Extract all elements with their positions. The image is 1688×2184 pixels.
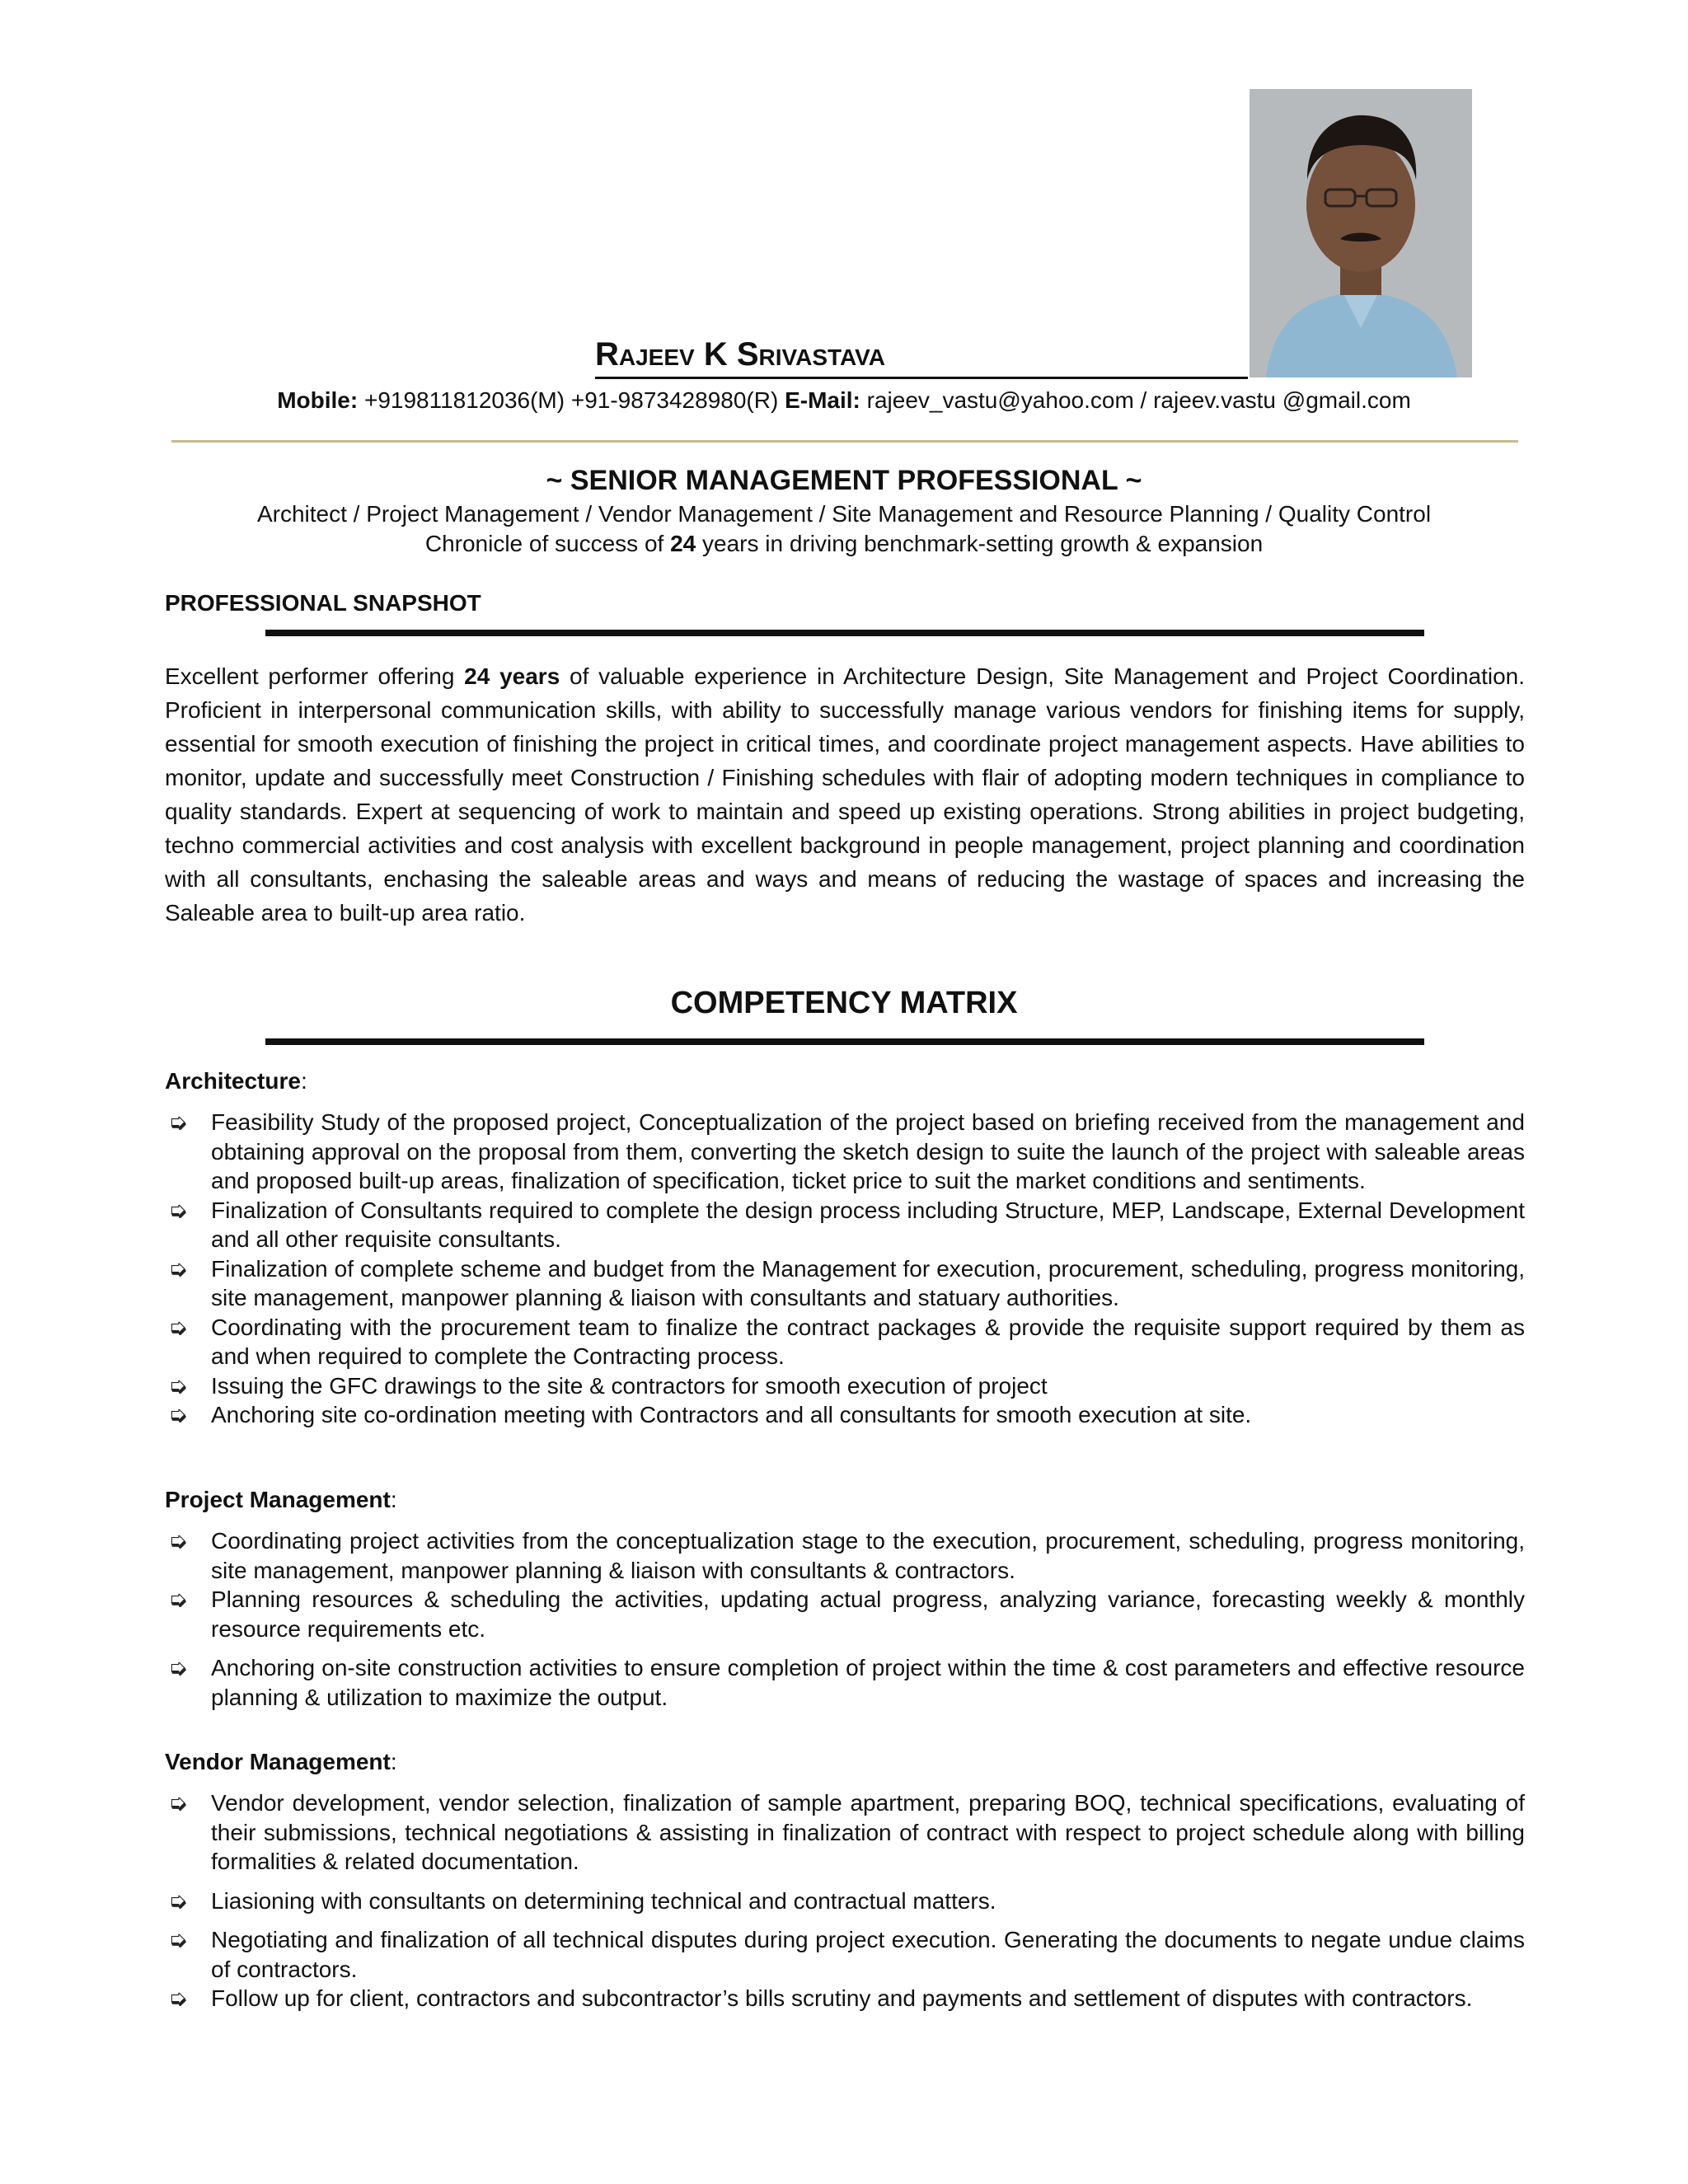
competency-divider (265, 1038, 1424, 1045)
vendor-management-list (165, 1788, 1525, 2013)
header-divider (171, 440, 1518, 443)
email-label: E-Mail: (785, 387, 860, 413)
list-item (165, 1925, 1525, 1984)
list-item (165, 1886, 1525, 1916)
profile-photo (1250, 89, 1472, 377)
category-architecture (165, 1068, 307, 1094)
snapshot-text (165, 659, 1525, 930)
list-item (165, 1313, 1525, 1371)
project-management-list (165, 1526, 1525, 1712)
list-item-text: Finalization of Consultants required to complete the design process including Structure, MEP, Landscape, External Development and all other requisite consultants. (211, 1197, 1525, 1252)
list-item-text: Anchoring site co-ordination meeting with Contractors and all consultants for smooth execution at site. (211, 1402, 1252, 1427)
mobile-value: +919811812036(M) +91-9873428980(R) (363, 387, 779, 413)
list-item (165, 1585, 1525, 1643)
candidate-name: Rajeev K Srivastava (595, 336, 1248, 379)
category-label: Architecture (165, 1068, 301, 1094)
list-item-text: Liasioning with consultants on determining technical and contractual matters. (211, 1887, 996, 1914)
category-label: Project Management (165, 1487, 391, 1512)
arrow-bullet-icon: ➭ (168, 1527, 188, 1554)
mobile-label: Mobile: (277, 387, 359, 413)
list-item-text: Feasibility Study of the proposed project, Conceptualization of the project based on briefing received from the management and obtaining approval on the proposal from them, converting the sketch design to suite the launch of the project with saleable areas and proposed built-up areas, finalization of specification, ticket price to suit the market conditions and sentiments. (211, 1109, 1525, 1193)
architecture-list (165, 1108, 1525, 1430)
list-item-text: Negotiating and finalization of all technical disputes during project execution. Generating the documents to negate undue claims of contractors. (211, 1927, 1525, 1982)
profile-chronicle (0, 531, 1688, 557)
list-item (165, 1371, 1525, 1401)
snapshot-text-post: of valuable experience in Architecture Design, Site Management and Project Coordination. Proficient in interpersonal communication skills, with ability to successfully manage various vendors for finishing items for supply, essential for smooth execution of finishing the project in critical times, and coordinate project management aspects. Have abilities to monitor, update and successfully meet Construction / Finishing schedules with flair of adopting modern techniques in compliance to quality standards. Expert at sequencing of work to maintain and speed up existing operations. Strong abilities in project budgeting, techno commercial activities and cost analysis with excellent background in people management, project planning and coordination with all consultants, enchasing the saleable areas and ways and means of reducing the wastage of spaces and increasing the Saleable area to built-up area ratio. (165, 663, 1526, 926)
arrow-bullet-icon: ➭ (168, 1586, 188, 1613)
snapshot-divider (265, 630, 1424, 636)
list-item (165, 1526, 1525, 1585)
snapshot-title: PROFESSIONAL SNAPSHOT (165, 590, 481, 616)
person-portrait-icon (1250, 89, 1472, 377)
arrow-bullet-icon: ➭ (168, 1926, 188, 1953)
list-item-text: Coordinating with the procurement team to finalize the contract packages & provide the requisite support required by them as and when required to complete the Contracting process. (211, 1314, 1525, 1369)
arrow-bullet-icon: ➭ (168, 1789, 188, 1816)
list-item (165, 1196, 1525, 1254)
snapshot-text-pre: Excellent performer offering (165, 663, 465, 689)
arrow-bullet-icon: ➭ (168, 1654, 188, 1681)
chronicle-post: years in driving benchmark-setting growth & expansion (696, 531, 1264, 556)
arrow-bullet-icon: ➭ (168, 1985, 188, 2012)
list-item-text: Issuing the GFC drawings to the site & contractors for smooth execution of project (211, 1372, 1048, 1399)
category-label: Vendor Management (165, 1749, 391, 1774)
chronicle-pre: Chronicle of success of (424, 531, 671, 556)
arrow-bullet-icon: ➭ (168, 1254, 188, 1282)
chronicle-years: 24 (670, 531, 696, 556)
category-colon: : (300, 1068, 307, 1094)
arrow-bullet-icon: ➭ (168, 1371, 188, 1399)
list-item (165, 1254, 1525, 1313)
list-item-text: Finalization of complete scheme and budget from the Management for execution, procurement, scheduling, progress monitoring, site management, manpower planning & liaison with consultants and statuary authorities. (211, 1255, 1525, 1310)
arrow-bullet-icon: ➭ (168, 1196, 188, 1224)
list-item-text: Planning resources & scheduling the activities, updating actual progress, analyzing variance, forecasting weekly & monthly resource requirements etc. (211, 1586, 1525, 1642)
list-item (165, 1653, 1525, 1712)
list-item (165, 1788, 1525, 1877)
profile-headline: ~ SENIOR MANAGEMENT PROFESSIONAL ~ (546, 465, 1142, 496)
list-item-text: Anchoring on-site construction activities to ensure completion of project within the time & cost parameters and effective resource planning & utilization to maximize the output. (211, 1655, 1525, 1710)
arrow-bullet-icon: ➭ (168, 1886, 188, 1915)
list-item (165, 1984, 1525, 2013)
arrow-bullet-icon: ➭ (168, 1108, 188, 1136)
arrow-bullet-icon: ➭ (168, 1313, 188, 1341)
list-item (165, 1400, 1525, 1430)
list-item-text: Follow up for client, contractors and subcontractor’s bills scrutiny and payments and settlement of disputes with contractors. (211, 1985, 1473, 2011)
profile-roles: Architect / Project Management / Vendor Management / Site Management and Resource Planning / Quality Control (256, 501, 1432, 527)
contact-line (0, 387, 1688, 414)
category-colon: : (390, 1749, 397, 1774)
arrow-bullet-icon: ➭ (168, 1401, 188, 1428)
snapshot-years: 24 years (464, 663, 560, 689)
list-item (165, 1108, 1525, 1196)
category-project-management (165, 1487, 397, 1513)
list-item-text: Coordinating project activities from the conceptualization stage to the execution, procurement, scheduling, progress monitoring, site management, manpower planning & liaison with consultants & contractors. (211, 1528, 1525, 1583)
email-value: rajeev_vastu@yahoo.com / rajeev.vastu @gmail.com (866, 387, 1411, 413)
competency-title: COMPETENCY MATRIX (670, 986, 1018, 1020)
list-item-text: Vendor development, vendor selection, finalization of sample apartment, preparing BOQ, technical specifications, evaluating of their submissions, technical negotiations & assisting in finalization of contract with respect to project schedule along with billing formalities & related documentation. (211, 1790, 1525, 1874)
category-colon: : (390, 1487, 397, 1512)
category-vendor-management (165, 1749, 397, 1775)
